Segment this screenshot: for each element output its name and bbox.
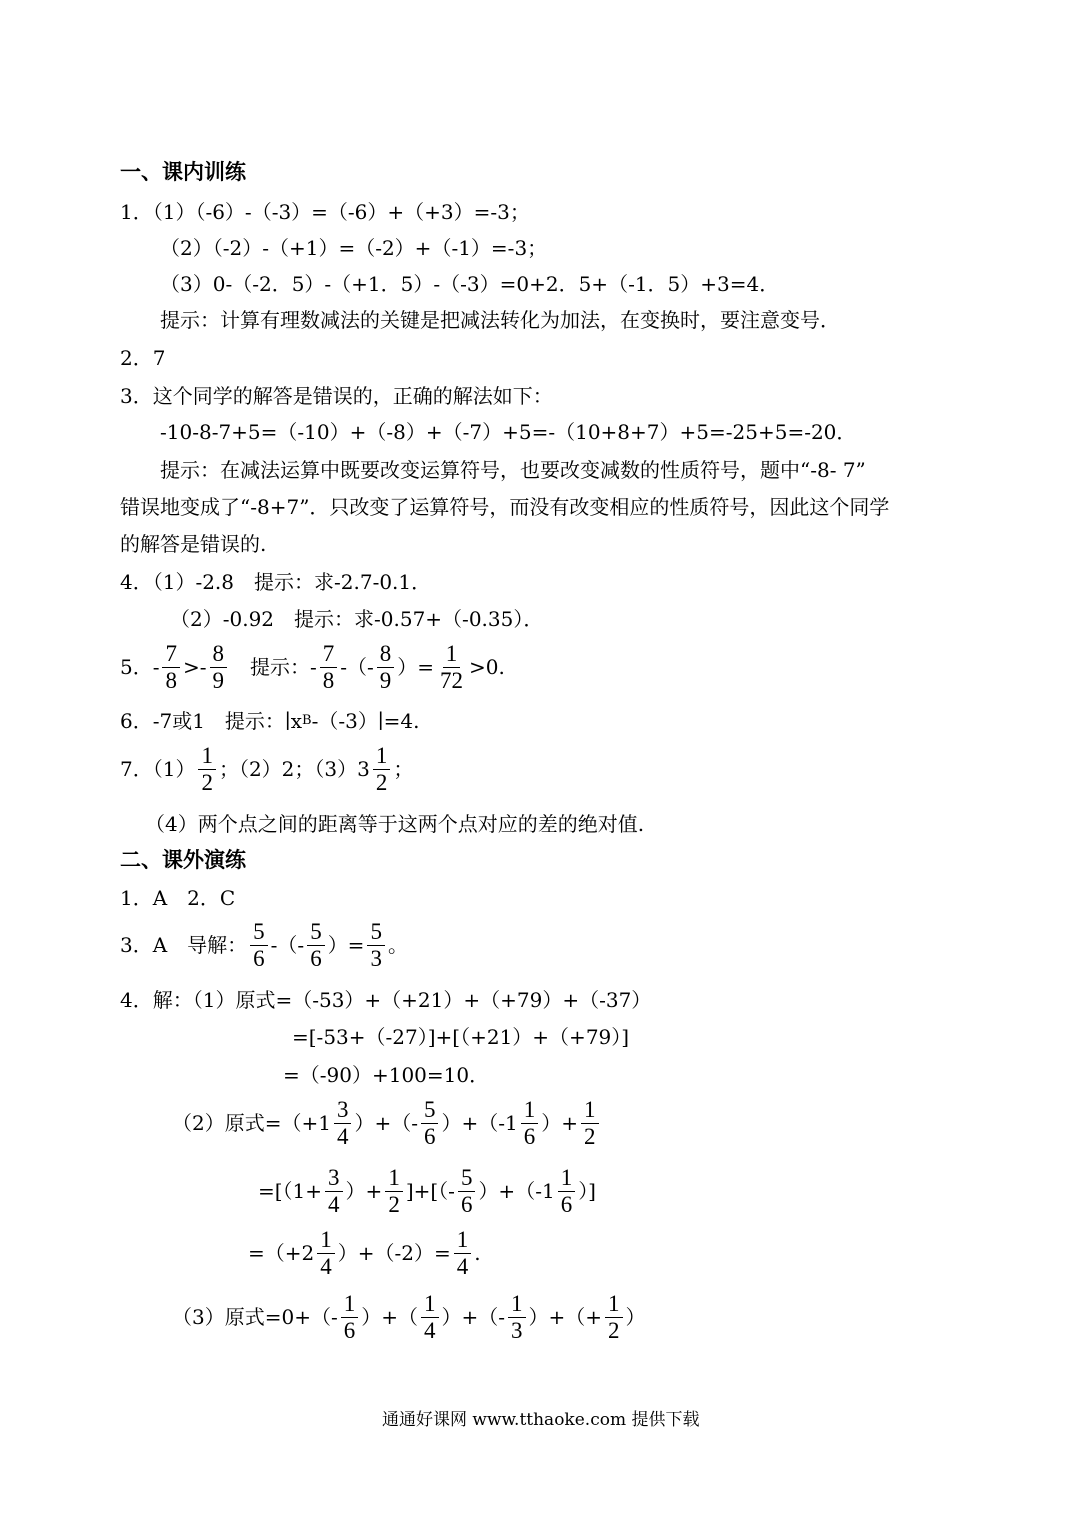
fraction-numerator: 1 — [421, 1292, 439, 1318]
fraction-denominator: 6 — [423, 1123, 436, 1149]
fraction-numerator: 1 — [454, 1228, 472, 1254]
fraction-denominator: 6 — [253, 945, 265, 971]
answer-4-part-1-line-2: =[-53+（-27）]+[（+21）+（+79）] — [292, 1025, 630, 1049]
fraction — [454, 1228, 472, 1279]
fraction-numerator: 7 — [162, 642, 180, 668]
answer-5-end: >0. — [469, 655, 505, 679]
answer-5-compare: >- — [182, 655, 207, 679]
answer-4-part-2-line-3 — [248, 1222, 481, 1284]
fraction-numerator: 1 — [521, 1098, 539, 1124]
fraction — [317, 1228, 335, 1279]
fraction-numerator: 1 — [581, 1098, 599, 1124]
fraction-numerator: 5 — [250, 920, 268, 946]
fraction-denominator: 6 — [523, 1123, 536, 1149]
fraction — [385, 1166, 403, 1217]
fraction-denominator: 4 — [456, 1253, 469, 1279]
fraction — [210, 642, 228, 693]
answer-3-guide-equals: ）= — [327, 933, 365, 957]
answer-3-intro: 3．这个同学的解答是错误的，正确的解法如下： — [120, 384, 553, 408]
fraction-numerator: 7 — [320, 642, 338, 668]
fraction — [508, 1292, 526, 1343]
math-text: ）+（+ — [528, 1305, 603, 1329]
fraction-denominator: 2 — [584, 1123, 596, 1149]
fraction-denominator: 2 — [608, 1317, 620, 1343]
answer-1-2: 1．A 2．C — [120, 886, 236, 910]
answer-3-hint-line-2: 错误地变成了“-8+7”．只改变了运算符号，而没有改变相应的性质符号，因此这个同学 — [120, 495, 890, 519]
answer-3-guide-end: 。 — [387, 933, 408, 957]
fraction — [334, 1098, 352, 1149]
math-text: =（+2 — [248, 1241, 315, 1265]
answer-6-subscript: B — [302, 713, 312, 728]
answer-1-part-3: （3）0-（-2．5）-（+1．5）-（-3）=0+2．5+（-1．5）+3=4． — [160, 272, 780, 296]
math-text: ）+（-2）= — [337, 1241, 451, 1265]
answer-5 — [120, 636, 505, 698]
fraction — [421, 1098, 439, 1149]
fraction-numerator: 5 — [367, 920, 385, 946]
fraction-numerator: 5 — [307, 920, 325, 946]
fraction-numerator: 5 — [421, 1098, 439, 1124]
fraction-numerator: 3 — [325, 1166, 343, 1192]
answer-7 — [120, 738, 413, 800]
fraction-numerator: 1 — [443, 642, 461, 668]
math-text: ）+（- — [354, 1111, 418, 1135]
fraction-denominator: 3 — [370, 945, 382, 971]
section-heading-1: 一、课内训练 — [120, 159, 246, 184]
fraction-denominator: 9 — [379, 667, 392, 693]
answer-4-part-3 — [172, 1286, 646, 1348]
answer-1-part-1: 1．（1）（-6）-（-3）=（-6）+（+3）=-3； — [120, 200, 530, 224]
answer-4-part-2-line-1 — [172, 1092, 602, 1154]
fraction-denominator: 6 — [343, 1317, 356, 1343]
math-text: ）+（-1 — [478, 1179, 555, 1203]
fraction-denominator: 6 — [310, 945, 322, 971]
fraction-numerator: 1 — [508, 1292, 526, 1318]
fraction-numerator: 5 — [458, 1166, 476, 1192]
section-heading-2: 二、课外演练 — [120, 847, 246, 872]
math-text: ）+ — [345, 1179, 383, 1203]
answer-5-equals: ）= — [397, 655, 435, 679]
math-text: （2）原式=（+1 — [172, 1111, 331, 1135]
answer-5-minus: -（- — [340, 655, 374, 679]
fraction — [367, 920, 385, 971]
fraction-denominator: 6 — [460, 1191, 473, 1217]
answer-7-prefix: 7．（1） — [120, 757, 196, 781]
fraction-denominator: 3 — [511, 1317, 523, 1343]
fraction-denominator: 2 — [388, 1191, 400, 1217]
answer-4-part-2-line-2 — [258, 1160, 596, 1222]
answer-4-part-1-line-3: =（-90）+100=10． — [283, 1063, 490, 1087]
math-text: ）+（-1 — [441, 1111, 518, 1135]
fraction-denominator: 4 — [328, 1191, 340, 1217]
fraction-denominator: 72 — [440, 667, 464, 693]
fraction-numerator: 1 — [385, 1166, 403, 1192]
math-text: （3）原式=0+（- — [172, 1305, 338, 1329]
fraction — [605, 1292, 623, 1343]
fraction-denominator: 6 — [560, 1191, 573, 1217]
fraction-numerator: 1 — [605, 1292, 623, 1318]
fraction-numerator: 1 — [373, 744, 391, 770]
answer-7-end: ； — [393, 757, 414, 781]
fraction — [373, 744, 391, 795]
fraction-denominator: 4 — [320, 1253, 332, 1279]
answer-4-part-2: （2）-0.92 提示：求-0.57+（-0.35）． — [170, 607, 544, 631]
math-text: ）+（- — [441, 1305, 506, 1329]
fraction-denominator: 2 — [201, 769, 213, 795]
fraction — [558, 1166, 576, 1217]
fraction-denominator: 8 — [322, 667, 335, 693]
math-text: ）+（ — [361, 1305, 418, 1329]
fraction-numerator: 8 — [210, 642, 228, 668]
answer-6-text-b: -（-3）∣=4. — [311, 709, 420, 733]
fraction-numerator: 8 — [377, 642, 395, 668]
answer-3-guide — [120, 914, 408, 976]
fraction-numerator: 1 — [558, 1166, 576, 1192]
fraction-denominator: 4 — [424, 1317, 436, 1343]
math-text: ]+[（- — [405, 1179, 455, 1203]
math-text: . — [474, 1241, 481, 1265]
answer-1-part-2: （2）（-2）-（+1）=（-2）+（-1）=-3； — [160, 236, 548, 260]
answer-6-text-a: 6．-7或1 提示：∣x — [120, 709, 303, 733]
fraction-denominator: 2 — [375, 769, 388, 795]
answer-3-solution: -10-8-7+5=（-10）+（-8）+（-7）+5=-（10+8+7）+5=-25+5=-20． — [160, 420, 857, 444]
fraction-numerator: 1 — [198, 744, 216, 770]
answer-3-guide-prefix: 3．A 导解： — [120, 933, 248, 957]
math-text: =[（1+ — [258, 1179, 323, 1203]
fraction-numerator: 3 — [334, 1098, 352, 1124]
fraction — [250, 920, 268, 971]
answer-4-part-1: 4．（1）-2.8 提示：求-2.7-0.1． — [120, 570, 432, 594]
fraction — [198, 744, 216, 795]
fraction — [421, 1292, 439, 1343]
fraction — [325, 1166, 343, 1217]
fraction — [162, 642, 180, 693]
answer-6 — [120, 707, 420, 735]
answer-7-mid: ；（2）2；（3）3 — [218, 757, 370, 781]
page-footer: 通通好课网 www.tthaoke.com 提供下载 — [382, 1410, 700, 1430]
answer-3-hint-line-1: 提示：在减法运算中既要改变运算符号，也要改变减数的性质符号，题中“-8- 7” — [160, 458, 866, 482]
fraction — [377, 642, 395, 693]
fraction — [320, 642, 338, 693]
fraction — [307, 920, 325, 971]
answer-3-hint-line-3: 的解答是错误的. — [120, 532, 267, 556]
fraction-numerator: 1 — [341, 1292, 359, 1318]
fraction — [581, 1098, 599, 1149]
fraction — [521, 1098, 539, 1149]
answer-5-prefix: 5．- — [120, 655, 160, 679]
answer-7-part-4: （4）两个点之间的距离等于这两个点对应的差的绝对值. — [145, 812, 645, 836]
fraction — [437, 642, 466, 693]
math-text: ）] — [578, 1179, 596, 1203]
math-text: ） — [625, 1305, 646, 1329]
math-text: ）+ — [541, 1111, 578, 1135]
fraction-denominator: 8 — [165, 667, 177, 693]
answer-4-part-1-line-1: 4．解：（1）原式=（-53）+（+21）+（+79）+（-37） — [120, 988, 652, 1012]
answer-2: 2．7 — [120, 346, 166, 370]
answer-1-hint: 提示：计算有理数减法的关键是把减法转化为加法，在变换时，要注意变号． — [160, 308, 840, 332]
fraction — [458, 1166, 476, 1217]
fraction-denominator: 9 — [212, 667, 224, 693]
fraction — [341, 1292, 359, 1343]
answer-3-guide-minus: -（- — [270, 933, 305, 957]
fraction-numerator: 1 — [317, 1228, 335, 1254]
answer-5-hint-label: 提示：- — [230, 655, 317, 679]
fraction-denominator: 4 — [336, 1123, 349, 1149]
